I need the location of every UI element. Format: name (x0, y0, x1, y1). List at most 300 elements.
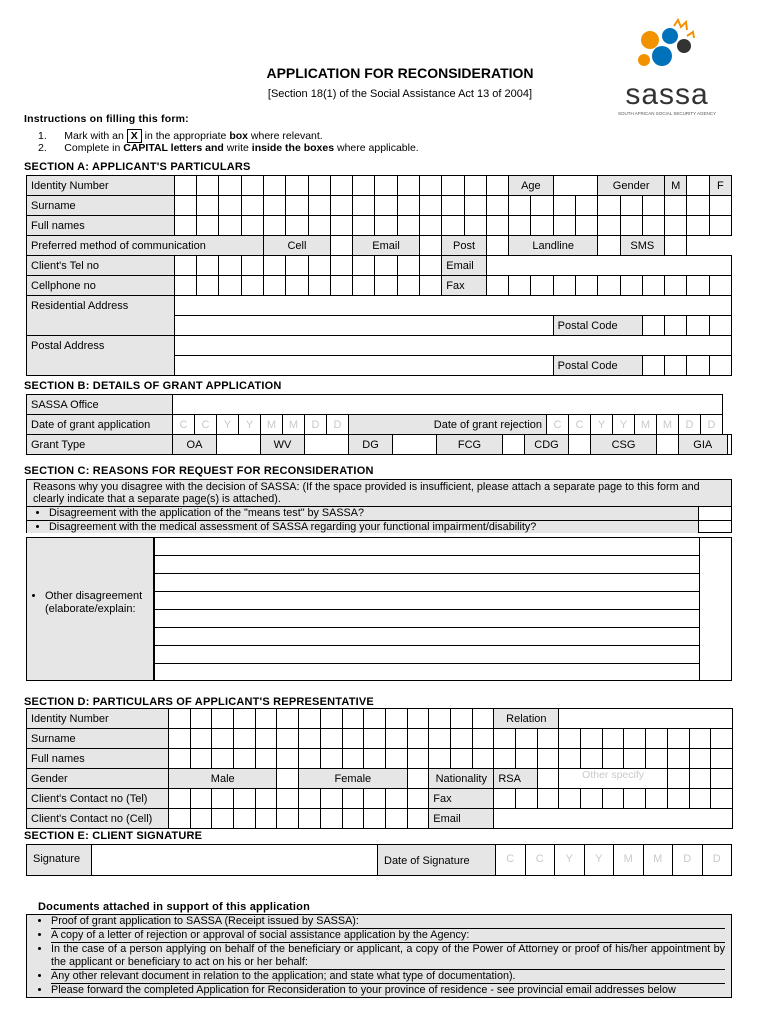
char-box[interactable] (407, 809, 429, 829)
char-box[interactable] (689, 789, 711, 809)
postal-address-field[interactable] (174, 336, 731, 356)
char-box[interactable] (353, 216, 375, 236)
char-box[interactable] (687, 216, 709, 236)
sig-date-c1[interactable]: C (496, 844, 526, 876)
char-box[interactable] (665, 316, 687, 336)
char-box[interactable] (241, 276, 263, 296)
char-box[interactable] (342, 789, 364, 809)
char-box[interactable] (320, 749, 342, 769)
date-app-d1[interactable]: D (305, 415, 327, 435)
grant-type-csg: CSG (591, 435, 657, 455)
sig-date-c2[interactable]: C (526, 844, 556, 876)
char-box[interactable] (212, 789, 234, 809)
char-box[interactable] (646, 729, 668, 749)
sig-date-d2[interactable]: D (703, 844, 733, 876)
char-box[interactable] (169, 749, 191, 769)
char-box[interactable] (190, 729, 212, 749)
char-box[interactable] (375, 216, 397, 236)
date-app-y1[interactable]: Y (217, 415, 239, 435)
char-box[interactable] (624, 749, 646, 769)
id-digit[interactable] (419, 176, 441, 196)
char-box[interactable] (299, 729, 321, 749)
char-box[interactable] (602, 729, 624, 749)
char-box[interactable] (464, 216, 486, 236)
female-option-box[interactable] (407, 769, 429, 789)
char-box[interactable] (537, 749, 559, 769)
date-rej-c2[interactable]: C (569, 415, 591, 435)
date-rej-m2[interactable]: M (657, 415, 679, 435)
email-option-box[interactable] (419, 236, 441, 256)
grant-type-oa-box[interactable] (217, 435, 261, 455)
char-box[interactable] (509, 276, 531, 296)
char-box[interactable] (320, 789, 342, 809)
char-box[interactable] (385, 809, 407, 829)
char-box[interactable] (212, 809, 234, 829)
other-disagreement-box[interactable] (700, 537, 732, 681)
char-box[interactable] (472, 729, 494, 749)
date-of-rejection-label: Date of grant rejection (349, 415, 547, 435)
section-d-table (26, 708, 733, 829)
relation-field[interactable] (559, 709, 733, 729)
char-box[interactable] (450, 709, 472, 729)
char-box[interactable] (472, 709, 494, 729)
char-box[interactable] (642, 216, 664, 236)
char-box[interactable] (419, 256, 441, 276)
char-box[interactable] (385, 729, 407, 749)
logo-tagline: SOUTH AFRICAN SOCIAL SECURITY AGENCY (617, 111, 717, 116)
char-box[interactable] (667, 729, 689, 749)
char-box[interactable] (419, 276, 441, 296)
id-digit[interactable] (397, 176, 419, 196)
char-box[interactable] (407, 749, 429, 769)
id-digit[interactable] (197, 176, 219, 196)
date-app-c1[interactable]: C (173, 415, 195, 435)
char-box[interactable] (711, 749, 733, 769)
char-box[interactable] (665, 276, 687, 296)
char-box[interactable] (689, 749, 711, 769)
id-digit[interactable] (486, 176, 508, 196)
char-box[interactable] (190, 789, 212, 809)
char-box[interactable] (711, 729, 733, 749)
char-box[interactable] (419, 196, 441, 216)
means-test-box[interactable] (699, 506, 731, 520)
female-option-label: Female (299, 769, 407, 789)
char-box[interactable] (667, 789, 689, 809)
char-box[interactable] (375, 276, 397, 296)
postal-address-cont (27, 356, 175, 376)
age-field[interactable] (553, 176, 598, 196)
char-box[interactable] (255, 749, 277, 769)
char-box[interactable] (385, 789, 407, 809)
char-box[interactable] (472, 749, 494, 769)
rep-tel-label: Client's Contact no (Tel) (27, 789, 169, 809)
char-box[interactable] (486, 196, 508, 216)
char-box[interactable] (486, 216, 508, 236)
residential-address-field[interactable] (174, 296, 731, 316)
char-box[interactable] (174, 256, 196, 276)
fax-label: Fax (442, 276, 487, 296)
char-box[interactable] (385, 709, 407, 729)
char-box[interactable] (255, 709, 277, 729)
char-box[interactable] (509, 216, 531, 236)
char-box[interactable] (299, 749, 321, 769)
char-box[interactable] (385, 749, 407, 769)
char-box[interactable] (646, 789, 668, 809)
char-box[interactable] (494, 729, 516, 749)
char-box[interactable] (553, 216, 575, 236)
char-box[interactable] (320, 729, 342, 749)
char-box[interactable] (308, 216, 330, 236)
rsa-option-label: RSA (494, 769, 537, 789)
char-box[interactable] (575, 276, 597, 296)
char-box[interactable] (516, 749, 538, 769)
char-box[interactable] (241, 196, 263, 216)
char-box[interactable] (320, 809, 342, 829)
relation-label: Relation (494, 709, 559, 729)
grant-type-wv-box[interactable] (305, 435, 349, 455)
instr2-a: Complete in (64, 142, 121, 154)
char-box[interactable] (689, 769, 711, 789)
char-box[interactable] (620, 196, 642, 216)
char-box[interactable] (375, 196, 397, 216)
char-box[interactable] (624, 729, 646, 749)
sig-date-m2[interactable]: M (644, 844, 674, 876)
char-box[interactable] (450, 729, 472, 749)
char-box[interactable] (299, 789, 321, 809)
char-box[interactable] (442, 216, 464, 236)
char-box[interactable] (308, 256, 330, 276)
char-box[interactable] (494, 789, 516, 809)
grant-type-csg-box[interactable] (657, 435, 679, 455)
date-app-c2[interactable]: C (195, 415, 217, 435)
email-field[interactable] (486, 256, 731, 276)
char-box[interactable] (219, 196, 241, 216)
other-disagreement-lines[interactable] (154, 537, 700, 681)
char-box[interactable] (642, 276, 664, 296)
post-option-label: Post (442, 236, 487, 256)
char-box[interactable] (342, 729, 364, 749)
char-box[interactable] (320, 709, 342, 729)
sig-date-y1[interactable]: Y (555, 844, 585, 876)
char-box[interactable] (299, 709, 321, 729)
id-digit[interactable] (264, 176, 286, 196)
char-box[interactable] (711, 789, 733, 809)
char-box[interactable] (286, 256, 308, 276)
male-option-box[interactable] (277, 769, 299, 789)
char-box[interactable] (286, 196, 308, 216)
char-box[interactable] (407, 789, 429, 809)
char-box[interactable] (494, 749, 516, 769)
char-box[interactable] (397, 196, 419, 216)
id-digit[interactable] (308, 176, 330, 196)
char-box[interactable] (598, 276, 620, 296)
char-box[interactable] (212, 709, 234, 729)
char-box[interactable] (709, 276, 731, 296)
char-box[interactable] (255, 729, 277, 749)
grant-type-cdg: CDG (525, 435, 569, 455)
char-box[interactable] (464, 196, 486, 216)
char-box[interactable] (190, 749, 212, 769)
char-box[interactable] (537, 789, 559, 809)
char-box[interactable] (575, 196, 597, 216)
char-box[interactable] (330, 196, 352, 216)
char-box[interactable] (264, 216, 286, 236)
char-box[interactable] (581, 729, 603, 749)
char-box[interactable] (330, 256, 352, 276)
char-box[interactable] (687, 276, 709, 296)
page-title: APPLICATION FOR RECONSIDERATION (266, 65, 534, 81)
char-box[interactable] (486, 276, 508, 296)
char-box[interactable] (364, 709, 386, 729)
char-box[interactable] (689, 729, 711, 749)
char-box[interactable] (667, 749, 689, 769)
char-box[interactable] (667, 769, 689, 789)
char-box[interactable] (419, 216, 441, 236)
char-box[interactable] (174, 276, 196, 296)
sassa-logo (612, 18, 722, 116)
char-box[interactable] (620, 216, 642, 236)
date-rej-m1[interactable]: M (635, 415, 657, 435)
char-box[interactable] (197, 196, 219, 216)
char-box[interactable] (559, 749, 581, 769)
char-box[interactable] (429, 709, 451, 729)
id-digit[interactable] (442, 176, 464, 196)
grant-type-gia-box[interactable] (727, 435, 732, 455)
char-box[interactable] (364, 749, 386, 769)
char-box[interactable] (255, 789, 277, 809)
char-box[interactable] (190, 709, 212, 729)
char-box[interactable] (286, 216, 308, 236)
sig-date-y2[interactable]: Y (585, 844, 615, 876)
rsa-option-box[interactable] (537, 769, 559, 789)
char-box[interactable] (286, 276, 308, 296)
char-box[interactable] (687, 356, 709, 376)
char-box[interactable] (197, 276, 219, 296)
date-rej-y1[interactable]: Y (591, 415, 613, 435)
sig-date-d1[interactable]: D (673, 844, 703, 876)
char-box[interactable] (277, 749, 299, 769)
char-box[interactable] (353, 196, 375, 216)
char-box[interactable] (174, 216, 196, 236)
char-box[interactable] (190, 809, 212, 829)
char-box[interactable] (665, 216, 687, 236)
char-box[interactable] (407, 729, 429, 749)
char-box[interactable] (711, 769, 733, 789)
char-box[interactable] (559, 789, 581, 809)
char-box[interactable] (330, 216, 352, 236)
char-box[interactable] (212, 749, 234, 769)
char-box[interactable] (450, 749, 472, 769)
other-disagreement-label-box (26, 537, 154, 681)
section-a-table (26, 175, 732, 376)
char-box[interactable] (169, 809, 191, 829)
sassa-office-field[interactable] (173, 395, 723, 415)
grant-type-dg-box[interactable] (393, 435, 437, 455)
char-box[interactable] (197, 256, 219, 276)
date-app-y2[interactable]: Y (239, 415, 261, 435)
char-box[interactable] (353, 256, 375, 276)
char-box[interactable] (581, 789, 603, 809)
char-box[interactable] (241, 256, 263, 276)
id-digit[interactable] (174, 176, 196, 196)
char-box[interactable] (330, 276, 352, 296)
char-box[interactable] (642, 196, 664, 216)
char-box[interactable] (516, 789, 538, 809)
char-box[interactable] (364, 729, 386, 749)
char-box[interactable] (212, 729, 234, 749)
date-app-m1[interactable]: M (261, 415, 283, 435)
char-box[interactable] (709, 316, 731, 336)
rep-email-field[interactable] (494, 809, 733, 829)
char-box[interactable] (575, 216, 597, 236)
id-digit[interactable] (241, 176, 263, 196)
char-box[interactable] (553, 276, 575, 296)
char-box[interactable] (646, 749, 668, 769)
char-box[interactable] (234, 789, 256, 809)
char-box[interactable] (264, 276, 286, 296)
char-box[interactable] (241, 216, 263, 236)
char-box[interactable] (598, 216, 620, 236)
doc-item-4: • Any other relevant document in relation to the application; and state what type of documentation). (51, 970, 725, 984)
char-box[interactable] (598, 196, 620, 216)
rep-surname-label: Surname (27, 729, 169, 749)
char-box[interactable] (665, 356, 687, 376)
char-box[interactable] (397, 216, 419, 236)
char-box[interactable] (169, 789, 191, 809)
char-box[interactable] (602, 789, 624, 809)
char-box[interactable] (620, 276, 642, 296)
date-of-signature-label: Date of Signature (378, 844, 496, 876)
sig-date-m1[interactable]: M (614, 844, 644, 876)
char-box[interactable] (219, 276, 241, 296)
char-box[interactable] (219, 216, 241, 236)
rep-fax-label: Fax (429, 789, 494, 809)
surname-label: Surname (27, 196, 175, 216)
gender-m-box[interactable] (687, 176, 709, 196)
id-digit[interactable] (219, 176, 241, 196)
signature-field[interactable] (92, 844, 378, 876)
char-box[interactable] (687, 316, 709, 336)
char-box[interactable] (364, 809, 386, 829)
char-box[interactable] (277, 709, 299, 729)
char-box[interactable] (174, 196, 196, 216)
id-digit[interactable] (353, 176, 375, 196)
section-b-heading: SECTION B: DETAILS OF GRANT APPLICATION (24, 380, 282, 392)
char-box[interactable] (531, 276, 553, 296)
char-box[interactable] (429, 749, 451, 769)
char-box[interactable] (234, 729, 256, 749)
char-box[interactable] (397, 256, 419, 276)
residential-address-field-2[interactable] (174, 316, 553, 336)
char-box[interactable] (277, 729, 299, 749)
char-box[interactable] (342, 749, 364, 769)
postal-address-field-2[interactable] (174, 356, 553, 376)
char-box[interactable] (624, 789, 646, 809)
char-box[interactable] (364, 789, 386, 809)
char-box[interactable] (234, 749, 256, 769)
medical-box[interactable] (699, 520, 731, 533)
instruction-2 (38, 142, 538, 154)
char-box[interactable] (277, 789, 299, 809)
char-box[interactable] (397, 276, 419, 296)
date-rej-c1[interactable]: C (547, 415, 569, 435)
doc-item-2: • A copy of a letter of rejection or approval of social assistance application by the Agency: (51, 929, 725, 943)
means-test-text: • Disagreement with the application of the "means test" by SASSA? (49, 507, 698, 520)
char-box[interactable] (264, 256, 286, 276)
char-box[interactable] (342, 809, 364, 829)
char-box[interactable] (709, 356, 731, 376)
char-box[interactable] (342, 709, 364, 729)
char-box[interactable] (219, 256, 241, 276)
char-box[interactable] (553, 196, 575, 216)
email-label: Email (442, 256, 487, 276)
char-box[interactable] (264, 196, 286, 216)
char-box[interactable] (531, 216, 553, 236)
id-digit[interactable] (286, 176, 308, 196)
char-box[interactable] (687, 196, 709, 216)
char-box[interactable] (442, 196, 464, 216)
landline-option-box[interactable] (598, 236, 620, 256)
instructions-heading: Instructions on filling this form: (24, 113, 189, 125)
char-box[interactable] (665, 196, 687, 216)
sms-option-box[interactable] (665, 236, 687, 256)
char-box[interactable] (581, 749, 603, 769)
char-box[interactable] (277, 809, 299, 829)
char-box[interactable] (375, 256, 397, 276)
grant-type-oa: OA (173, 435, 217, 455)
char-box[interactable] (429, 729, 451, 749)
age-label: Age (509, 176, 554, 196)
char-box[interactable] (169, 709, 191, 729)
char-box[interactable] (407, 709, 429, 729)
char-box[interactable] (602, 749, 624, 769)
char-box[interactable] (509, 196, 531, 216)
grant-type-fcg-box[interactable] (503, 435, 525, 455)
char-box[interactable] (709, 216, 731, 236)
date-rej-y2[interactable]: Y (613, 415, 635, 435)
char-box[interactable] (642, 316, 664, 336)
char-box[interactable] (299, 809, 321, 829)
char-box[interactable] (234, 709, 256, 729)
char-box[interactable] (197, 216, 219, 236)
x-mark-box: X (127, 129, 142, 143)
id-digit[interactable] (464, 176, 486, 196)
date-rej-d2[interactable]: D (701, 415, 723, 435)
date-rej-d1[interactable]: D (679, 415, 701, 435)
char-box[interactable] (516, 729, 538, 749)
cell-option-box[interactable] (330, 236, 352, 256)
grant-type-cdg-box[interactable] (569, 435, 591, 455)
id-digit[interactable] (330, 176, 352, 196)
other-specify-field[interactable]: Other specify (559, 769, 667, 789)
char-box[interactable] (234, 809, 256, 829)
char-box[interactable] (308, 276, 330, 296)
id-digit[interactable] (375, 176, 397, 196)
char-box[interactable] (353, 276, 375, 296)
date-app-m2[interactable]: M (283, 415, 305, 435)
char-box[interactable] (308, 196, 330, 216)
section-c-heading: SECTION C: REASONS FOR REQUEST FOR RECONSIDERATION (24, 465, 374, 477)
char-box[interactable] (642, 356, 664, 376)
date-app-d2[interactable]: D (327, 415, 349, 435)
char-box[interactable] (559, 729, 581, 749)
char-box[interactable] (169, 729, 191, 749)
char-box[interactable] (531, 196, 553, 216)
char-box[interactable] (709, 196, 731, 216)
char-box[interactable] (537, 729, 559, 749)
char-box[interactable] (255, 809, 277, 829)
post-option-box[interactable] (486, 236, 508, 256)
